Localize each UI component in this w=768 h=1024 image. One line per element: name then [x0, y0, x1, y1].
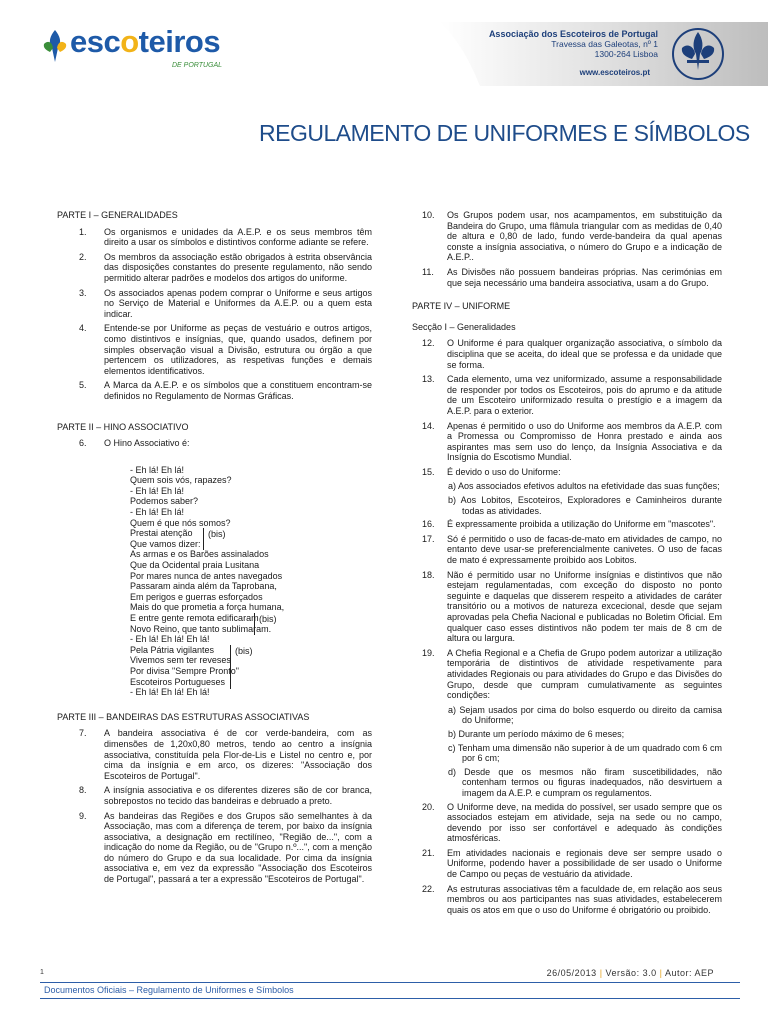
list-item: 14. Apenas é permitido o uso do Uniforme aos membros da A.E.P. com a Promessa ou Compromisso de Honra prestado e ainda aos aspirantes mas sem uso do lenço, da Insígnia Associativa e da Insígnia do Escotismo Mundial. — [422, 420, 722, 463]
hymn-line: - Eh lá! Eh lá! — [130, 485, 185, 496]
doc-version: Versão: 3.0 — [605, 968, 657, 978]
list-item: 15. É devido o uso do Uniforme: — [422, 466, 561, 477]
hymn-lyrics — [57, 465, 372, 698]
sub-item: b) Durante um período máximo de 6 meses; — [448, 728, 625, 739]
list-item: 9. As bandeiras das Regiões e dos Grupos são semelhantes à da Associação, mas com a diferença de terem, por baixo da insígnia associativa, a designação em rectilíneo, "Região de...", com a indicação do nome da Região, ou de "Grupo n.º...", com a menção do número do Grupo e da sua localidade. Por cima da insígnia associativa e, em vez da expressão "Associação dos Escoteiros de Portugal", passará a ter a expressão "Escoteiros de Portugal". — [79, 810, 372, 885]
part1-list — [57, 227, 372, 402]
document-title: REGULAMENTO DE UNIFORMES E SÍMBOLOS — [259, 120, 750, 146]
right-column — [412, 210, 722, 919]
hymn-line: As armas e os Barões assinalados — [130, 549, 269, 560]
list-item: 2. Os membros da associação estão obrigados à estrita observância das disposições constantes do presente regulamento, não sendo permitido alterar padrões e modelos dos artigos do uniforme. — [79, 251, 372, 283]
org-name: Associação dos Escoteiros de Portugal — [488, 29, 658, 39]
footer-divider — [40, 982, 740, 983]
document-meta — [547, 968, 714, 978]
website-link[interactable]: www.escoteiros.pt — [579, 68, 650, 77]
hymn-line: Podemos saber? — [130, 496, 199, 507]
hymn-line: Por divisa "Sempre Pronto" — [130, 665, 239, 676]
bis-label: (bis) — [235, 645, 253, 656]
doc-author: Autor: AEP — [664, 968, 714, 978]
hymn-line: - Eh lá! Eh lá! — [130, 464, 185, 475]
meta-separator: | — [659, 968, 663, 978]
sub-item: d) Desde que os mesmos não firam suscetibilidades, não contenham termos ou figuras inadequados, não desvirtuem a imagem da A.E.P. e cumpram os regulamentos. — [448, 766, 722, 798]
hymn-line: Passaram ainda além da Taprobana, — [130, 581, 277, 592]
escoteiros-logo — [40, 24, 230, 74]
list-item: 4. Entende-se por Uniforme as peças de vestuário e outros artigos, como distintivos e insígnias, que, quando usados, definem por simples observação visual a Divisão, estrutura ou órgão a que pertencem os utilizadores, as respetivas funções e demais elementos identificativos. — [79, 323, 372, 376]
doc-date: 26/05/2013 — [546, 968, 597, 978]
footer-doc-title: Documentos Oficiais – Regulamento de Uniformes e Símbolos — [44, 985, 294, 995]
list-item: 16. É expressamente proibida a utilização do Uniforme em "mascotes". — [422, 519, 716, 530]
section-heading-part2: PARTE II – HINO ASSOCIATIVO — [57, 421, 189, 432]
logo-subtitle: DE PORTUGAL — [172, 62, 223, 69]
list-item: 12. O Uniforme é para qualquer organização associativa, o símbolo da disciplina que se aceita, do ideal que se professa e da unidade que se forma. — [422, 338, 722, 370]
section-heading-part3: PARTE III – BANDEIRAS DAS ESTRUTURAS ASSOCIATIVAS — [57, 711, 310, 722]
hymn-line: Escoteiros Portugueses — [130, 676, 226, 687]
address-line2: 1300-264 Lisboa — [594, 49, 658, 59]
sub-item: a) Aos associados efetivos adultos na efetividade das suas funções; — [448, 481, 720, 492]
hymn-line: E entre gente remota edificaram — [130, 613, 259, 623]
hymn-line: Em perigos e guerras esforçados — [130, 591, 263, 602]
list-item: 7. A bandeira associativa é de cor verde-bandeira, com as dimensões de 1,20x0,80 metros, tendo ao centro a insígnia associativa, constituída pela Flor-de-Lis e Listel no centro e, por cima da insígnia e em arco, os dizeres: "Associação dos Escoteiros de Portugal". — [79, 728, 372, 781]
list-item: 22. As estruturas associativas têm a faculdade de, em relação aos seus membros ou aos participantes nas suas atividades, estabelecerem quais os atos em que o uso do Uniforme é obrigatório ou proibido. — [422, 883, 722, 915]
bis-bracket — [254, 613, 255, 635]
logo-wordmark: escoteiros — [70, 24, 221, 59]
hymn-line: Por mares nunca de antes navegados — [130, 570, 283, 581]
list-item: 5. A Marca da A.E.P. e os símbolos que a constituem encontram-se definidos no Regulamento de Normas Gráficas. — [79, 380, 372, 401]
section-heading-part4: PARTE IV – UNIFORME — [412, 301, 511, 312]
hymn-line: Novo Reino, que tanto sublimaram. — [130, 623, 272, 634]
section-heading-part1: PARTE I – GENERALIDADES — [57, 210, 178, 220]
hymn-line: Mais do que prometia a força humana, — [130, 602, 285, 613]
bis-bracket — [230, 645, 231, 689]
footer-divider — [40, 998, 740, 999]
hymn-line: Vivemos sem ter reveses — [130, 655, 231, 666]
list-item: 18. Não é permitido usar no Uniforme insígnias e distintivos que não estejam regulamentadas, com exceção do disposto no ponto seguinte e daquelas que disserem respeito a atividades de caráter transitório ou a motivos de natureza excecional, desde que sejam aprovadas pela Chefia Nacional e publicadas no Boletim Oficial. Em qualquer caso esses distintivos não podem ter mais de 8 cm de altura ou largura. — [422, 569, 722, 644]
list-item: 21. Em atividades nacionais e regionais deve ser sempre usado o Uniforme, podendo haver a possibilidade de ser usado o Uniforme de Campo ou peças de vestuário da atividade. — [422, 847, 722, 880]
subsection-heading: Secção I – Generalidades — [412, 321, 516, 332]
bis-label: (bis) — [259, 613, 277, 624]
scout-emblem-icon — [40, 28, 70, 64]
list-item: 10. Os Grupos podem usar, nos acampamentos, em substituição da Bandeira do Grupo, uma flâmula triangular com as medidas de 0,40 de altura e 0,80 de lado, fundo verde-bandeira da qual apenas conste a insígnia associativa, o número do Grupo e a indicação de A.E.P.. — [422, 210, 722, 263]
sub-item: a) Sejam usados por cima do bolso esquerdo ou direito da camisa do Uniforme; — [448, 704, 722, 726]
association-banner — [440, 22, 768, 86]
left-column — [57, 210, 372, 889]
list-item: 19. A Chefia Regional e a Chefia de Grupo podem autorizar a utilização temporária de distintivos de atividade respetivamente para atividades Regionais ou para atividades do Grupo e das Divisões do Grupo, desde que cumpram cumulativamente as seguintes condições: — [422, 647, 722, 701]
meta-separator: | — [599, 968, 603, 978]
list-item: 20. O Uniforme deve, na medida do possível, ser usado sempre que os associados estejam em atividade, seja na sede ou no campo, devendo por isso ser confortável e adequado às condições atmosféricas. — [422, 801, 722, 844]
bis-label: (bis) — [208, 528, 226, 539]
page-number: 1 — [40, 969, 44, 976]
sub-item: c) Tenham uma dimensão não superior à de um quadrado com 6 cm por 6 cm; — [448, 742, 722, 764]
hymn-line: Que da Ocidental praia Lusitana — [130, 560, 260, 571]
hymn-line: - Eh lá! Eh lá! Eh lá! — [130, 634, 210, 645]
list-item: 6. O Hino Associativo é: — [79, 438, 190, 449]
sub-item: b) Aos Lobitos, Escoteiros, Exploradores e Caminheiros durante todas as atividades. — [448, 495, 722, 516]
hymn-line: - Eh lá! Eh lá! — [130, 507, 185, 518]
list-item: 13. Cada elemento, uma vez uniformizado, assume a responsabilidade de responder por todos os Escoteiros, pois do aprumo e da atitude de um Escoteiro uniformizado resulta o prestígio e a imagem da A.E.P. para o exterior. — [422, 374, 722, 416]
address-line1: Travessa das Galeotas, nº 1 — [551, 39, 658, 49]
bis-bracket — [203, 528, 204, 550]
hymn-line: Quem é que nós somos? — [130, 517, 231, 528]
list-item: 8. A insígnia associativa e os diferentes dizeres são de cor branca, sobrepostos no tecido das bandeiras e debruado a preto. — [79, 785, 372, 806]
hymn-line: Pela Pátria vigilantes — [130, 644, 215, 655]
association-address — [489, 29, 658, 59]
hymn-line: Que vamos dizer: — [130, 538, 201, 549]
list-item: 17. Só é permitido o uso de facas-de-mato em atividades de campo, no entanto deve usar-se preferencialmente canivetes. O uso de facas de mato é expressamente proibido aos Lobitos. — [422, 533, 722, 566]
hymn-line: - Eh lá! Eh lá! Eh lá! — [130, 687, 210, 698]
list-item: 1. Os organismos e unidades da A.E.P. e os seus membros têm direito a usar os símbolos e distintivos conforme adiante se refere. — [79, 226, 372, 248]
list-item: 3. Os associados apenas podem comprar o Uniforme e seus artigos no Serviço de Material e Uniformes da A.E.P. ou a quem esta indicar. — [79, 287, 372, 319]
list-item: 11. As Divisões não possuem bandeiras próprias. Nas cerimónias em que seja necessário uma bandeira associativa, usam a do Grupo. — [422, 266, 722, 288]
hymn-line: Quem sois vós, rapazes? — [130, 475, 232, 486]
fleur-de-lis-icon — [672, 26, 724, 82]
page-header — [0, 0, 768, 92]
hymn-line: Prestai atenção — [130, 528, 193, 539]
